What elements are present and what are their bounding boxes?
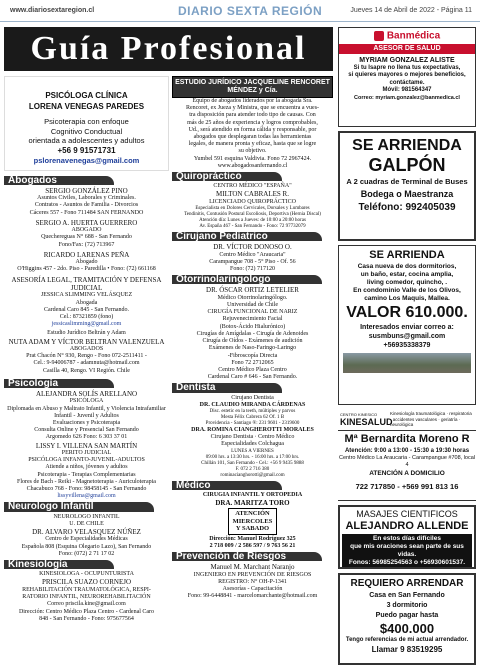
doctor-name: DR. ÓSCAR ORTIZ LETELIER xyxy=(206,286,299,295)
section-quiropractico: Quiropráctico xyxy=(172,172,282,181)
house-photo xyxy=(343,353,471,373)
text-line: PERITO JUDICIAL xyxy=(61,450,112,457)
list-item xyxy=(4,514,169,558)
casa-ad xyxy=(338,245,476,405)
website-link[interactable]: www.abogadosanfernando.cl xyxy=(217,162,288,169)
text-line: 09:00 hrs. a 13:30 hrs. - 16:00 hrs. a 17:00 hrs. xyxy=(205,454,300,460)
phone: Teléfono: 992405039 xyxy=(358,202,456,213)
text-line: Fono: 99-6448841 - marcelomarchante@hotmail.com xyxy=(187,593,318,600)
masthead: DIARIO SEXTA REGIÓN xyxy=(178,4,323,18)
text-line[interactable]: Correo: myriam.gonzalez@banmedica.cl xyxy=(354,94,460,101)
banmedica-ad xyxy=(338,27,476,127)
kinesalud-logo xyxy=(338,412,393,427)
lawyer-name: SERGIO A. HUERTA GUERRERO xyxy=(35,218,138,227)
services: Kinesiología traumatológica · respiratoria · accidentes vasculares · geriatría · neurológica xyxy=(390,411,472,428)
section-otorrino: Otorrinolaringologo xyxy=(172,275,322,284)
text-line: Médico Otorrinolaringólogo. xyxy=(217,294,288,301)
text-line: JESSICA SLIMMING VELÁSQUEZ xyxy=(40,292,133,299)
lawyer-name: SERGIO GONZÁLEZ PINO xyxy=(45,186,128,195)
guide-title: Guía Profesional xyxy=(4,27,333,71)
text-line: Quechereguas N° 688 - San Fernando xyxy=(41,234,132,241)
text-line: legales, de manera pronta y eficaz, hasta que se logre xyxy=(188,141,317,148)
text-line: REGISTRO: N° OH-P-1341 xyxy=(218,579,287,586)
ad-heading: GALPÓN xyxy=(368,155,446,175)
list-item xyxy=(172,243,333,273)
list-item xyxy=(172,395,333,427)
kine-name: PRISCILA SUAZO CORNEJO xyxy=(41,578,132,587)
ad-phone: +56 9 91571731 xyxy=(57,145,116,155)
text-line: 3 dormitorio xyxy=(386,602,428,609)
text-line: ABOGADO xyxy=(71,227,102,234)
text-line: Cirugía de Oídos - Exámenes de audición xyxy=(202,338,303,345)
section-medico: Médico xyxy=(172,481,282,490)
text-line: Casilla 40, Rengo. VI Región. Chile xyxy=(43,367,130,374)
text-line: LICENCIADO QUIROPRÁCTICO xyxy=(209,198,296,205)
text-line: Cel.: 87321859 (fono) xyxy=(59,313,114,320)
text-line: Fono: (72) 717120 xyxy=(230,266,275,273)
text-line: abogados que desplegaran todas las herramientas xyxy=(193,134,312,141)
text-line: Cáceres 557 - Fono 711484 SAN FERNANDO xyxy=(29,209,144,216)
text-line: camino Los Maquis, Mallea. xyxy=(364,295,450,302)
arrendar-ad xyxy=(338,573,476,665)
text-line: 2 718 009 / 2 586 597 / 9 763 56 21 xyxy=(209,543,296,550)
text-line: Evaluaciones y Psicoterapia xyxy=(52,420,121,427)
ad-heading: SE ARRIENDA xyxy=(352,137,462,154)
text-line: Cirujano Dentista · Centro Médico xyxy=(210,434,295,441)
logo-text: KINESALUD xyxy=(340,417,393,427)
masajes-dark-box xyxy=(342,534,472,569)
text-line: Av. España 467 - San Fernando - Fono: 72 97732079 xyxy=(199,224,306,230)
list-item xyxy=(172,427,333,479)
ad-line: orientada a adolescentes y adultos xyxy=(28,136,145,145)
text-line: Interesados enviar correo a: xyxy=(360,324,454,331)
text-line: Rejuvenecimiento Facial xyxy=(222,316,283,323)
text-line: O'Higgins 457 - 2do. Piso - Paredilla • Fono: (72) 661168 xyxy=(17,266,156,273)
text-line: Centro de Especialidades Médicas xyxy=(45,536,128,543)
text-line: que mis oraciones sean parte de sus vidas. xyxy=(350,543,464,558)
text-line: En estos días difíciles xyxy=(373,535,441,542)
text-line: Rencoret, ex Jueza y Ministra, que se encuentra a vues- xyxy=(185,105,320,112)
text-line: Disc. estetic en la teeth, múltiples y parvos xyxy=(209,408,296,414)
text-line: Atiende a niños, jóvenes y adultos xyxy=(45,464,128,471)
engineer-name: Manuel M. Marchant Naranjo xyxy=(210,563,295,572)
text-line: Asuntos Civiles, Laborales y Criminales. xyxy=(37,195,136,202)
lawyer-name: ASESORÍA LEGAL, TRAMITACIÓN Y DEFENSA JUDICIAL xyxy=(11,275,162,292)
text-line: Fono/Fax: (72) 713967 xyxy=(58,241,115,248)
ad-name: LORENA VENEGAS PAREDES xyxy=(28,102,145,111)
ad-line: Psicoterapia con enfoque xyxy=(44,117,129,126)
text-line: NEUROLOGO INFANTIL xyxy=(53,513,120,520)
text-line: Exámenes de Naso-Faringo-Laringo xyxy=(208,345,297,352)
text-line: Correo priscila.kine@gmail.com xyxy=(47,601,126,608)
phone: 722 717850 - +569 991 813 16 xyxy=(355,482,459,491)
text-line: Ud., será atendido en forma cálida y responsable, por xyxy=(188,126,317,133)
list-item xyxy=(4,276,169,329)
atencion-box xyxy=(228,508,278,535)
text-line: Infantil - Juvenil y Adultos xyxy=(54,412,119,419)
text-line: Carampangue 708 - 5° Piso - Of. 56 xyxy=(209,258,296,265)
text-line: Cardenal Caro # 646 - San Fernando. xyxy=(207,374,298,381)
abogados-list xyxy=(4,187,169,375)
text-line: Centro Médico "Araucaria" xyxy=(219,251,286,258)
text-line: Centro Médico La Araucaria - Carampangue #708, local 4 xyxy=(338,455,476,468)
text-line: Universidad de Chile xyxy=(227,302,278,309)
section-psicologia: Psicología xyxy=(4,379,114,388)
ad-heading: ALEJANDRO ALLENDE xyxy=(345,520,469,532)
text-line: Flores de Bach - Reiki - Magnetoterapia - Auriculoterapia xyxy=(17,478,156,485)
text-line: Cel.: 9-94006787 - adamnuta@hotmail.com xyxy=(33,360,140,367)
text-line: Especialista en Dolores Cervicales, Dorsales y Lumbares xyxy=(195,206,310,212)
banmedica-logo xyxy=(339,31,475,41)
list-item xyxy=(4,330,169,374)
text-line: Abogada xyxy=(75,299,98,306)
text-line: KINESIOLOGA - OCUPUNTURISTA xyxy=(39,571,134,578)
text-line: A 2 cuadras de Terminal de Buses xyxy=(346,177,468,186)
text-line: Y SABADO xyxy=(235,525,270,533)
cross-icon xyxy=(374,31,384,41)
section-neurologo: Neurologo Infantil xyxy=(4,502,154,511)
text-line: Estudio Jurídico Beltrán y Adam xyxy=(47,330,126,337)
dentist-name: DRA. ROMINA CIANGHEROTTI MORALES xyxy=(191,426,314,433)
text-line: MIERCOLES xyxy=(232,517,273,525)
text-line: Asesorías - Capacitación xyxy=(222,586,283,593)
left-column xyxy=(4,76,169,666)
text-line: Fonos: 56985254563 o +56930601537. xyxy=(348,559,466,566)
phone: +56935338379 xyxy=(383,342,431,349)
text-line: Yumbel 591 esquina Valdivia. Fono 72 2967424. xyxy=(193,155,312,162)
issue-date: Jueves 14 de Abril de 2022 - Página 11 xyxy=(350,7,472,14)
logo-sub: CENTRO KINESICO xyxy=(340,412,378,417)
doctor-name: DR. VÍCTOR DONOSO O. xyxy=(213,243,292,252)
ad-line: Cognitivo Conductual xyxy=(50,126,123,136)
lawyer-name: NUTA ADAM Y VÍCTOR BELTRAN VALENZUELA xyxy=(8,337,165,346)
text-line: Atención: 9:00 a 13:00 - 15:30 a 19:30 horas xyxy=(344,448,470,454)
list-item xyxy=(4,251,169,274)
text-line: Chacabuco 768 - Fono: 98458145 - San Fernando xyxy=(26,486,147,493)
text-line: rominacianghorotti@gmail.com xyxy=(220,472,285,478)
email[interactable]: susmbuns@gmail.com xyxy=(368,333,446,340)
text-line: ATENCIÓN xyxy=(235,510,270,518)
section-prevencion: Prevención de Riesgos xyxy=(172,552,322,561)
kinesalud-header xyxy=(338,409,476,431)
text-line: Dirección: Manuel Rodríguez 325 xyxy=(209,535,296,542)
price: $400.000 xyxy=(379,621,435,636)
text-line: Casa en San Fernando xyxy=(369,592,445,599)
section-cirujano-pediatrico: Cirujano Pediatrico xyxy=(172,232,322,241)
text-line: Fono: (072) 2 71 17 02 xyxy=(58,550,115,557)
doctor-name: DRA. MARITZA TORO xyxy=(215,498,290,507)
text-line: Dirección: Centro Médico Plaza Centro - Cardenal Caro xyxy=(18,608,155,615)
list-item xyxy=(4,571,169,623)
estudio-banner: ESTUDIO JURÍDICO JACQUELINE RENCORET MÉNDEZ y Cía. xyxy=(172,76,333,98)
price: VALOR 610.000. xyxy=(346,304,468,321)
text-line: lissyvillena@gmail.com xyxy=(57,493,116,500)
text-line: Argomedo 626 Fono: 6 303 37 01 xyxy=(45,434,128,441)
ad-heading: MASAJES CIENTIFICOS xyxy=(356,509,458,519)
psychologist-name: ALEJANDRA SOLÍS ARELLANO xyxy=(35,390,138,398)
site-url[interactable]: www.diariosextaregion.cl xyxy=(10,7,95,14)
text-line: ABOGADOS xyxy=(69,345,104,352)
text-line: REHABILITACIÓN TRAUMATOLÓGICA, RESPI- xyxy=(22,586,151,593)
text-line: Psicoterapia - Terapias Complementarias xyxy=(37,471,136,478)
text-line: Abogado xyxy=(75,259,98,266)
text-line: tra disposición para atender todo tipo de causas. Con xyxy=(189,112,316,119)
middle-column xyxy=(172,76,333,666)
ad-title: PSICÓLOGA CLÍNICA xyxy=(45,91,128,100)
section-abogados: Abogados xyxy=(4,176,114,185)
text-line: Diplomada en Abuso y Maltrato Infantil, y Violencia Intrafamiliar xyxy=(7,405,166,412)
text-line: un baño, estar, cocina amplia, xyxy=(360,271,454,278)
text-line: F. 072 2 716 380 xyxy=(235,466,270,472)
text-line: Especialidades Colchagua xyxy=(221,441,284,448)
lawyer-name: RICARDO LARENAS PEÑA xyxy=(43,250,130,259)
page-header xyxy=(0,0,480,22)
text-line: En condominio Valle de los Olivos, xyxy=(353,287,461,294)
text-line: 848 - San Fernando - Fono: 975677564 xyxy=(39,615,134,622)
doctor-name: MILTON CABRALES R. xyxy=(216,190,289,199)
kinesalud-ad xyxy=(338,409,476,501)
text-line: Consulta Online y Presencial San Fernando xyxy=(34,427,139,434)
list-item xyxy=(172,286,333,381)
text-line: Chillán 101, San Fernando - Cel.: +56 9 9435 9888 xyxy=(201,460,304,466)
text-line: Española 808 (Esquina Olegario Lazo), San Fernando xyxy=(21,543,152,550)
phone: Llamar 9 83519295 xyxy=(371,645,443,654)
text-line: Fono 72 2712065 xyxy=(231,359,274,366)
section-kinesiologia: Kinesiología xyxy=(4,560,114,569)
list-item xyxy=(4,390,169,442)
text-line: más de 25 años de experiencia y logros comprobables, xyxy=(187,119,318,126)
section-dentista: Dentista xyxy=(172,383,282,392)
text-line: Atención día: Lunes a Jueves: de 10:00 a 20:00 horas xyxy=(199,218,306,224)
text-line: su objetivo. xyxy=(238,148,267,155)
text-line xyxy=(342,567,472,569)
text-line: Equipo de abogados liderados por la abogada Sra. xyxy=(192,98,313,104)
ad-heading: SE ARRIENDA xyxy=(369,249,445,261)
list-item xyxy=(172,563,333,600)
text-line: Centro Médico Plaza Centro xyxy=(218,366,287,373)
agent-name: MYRIAM GONZALEZ ALISTE xyxy=(359,57,455,64)
text-line: INGENIERO EN PREVENCIÓN DE RIESGOS xyxy=(193,571,312,578)
text-line: PSICÓLOGA xyxy=(69,398,104,405)
text-line: jessicaslimming@gmail.com xyxy=(51,321,122,328)
text-line: Prat Chacón N° 930, Rengo - Fono 072-2511411 - xyxy=(26,353,147,360)
estudio-ad xyxy=(172,98,333,170)
ad-email[interactable]: pslorenavenegas@gmail.com xyxy=(33,155,140,165)
dentist-name: DR. CLAUDIO MIRANDA CÁRDENAS xyxy=(199,401,306,408)
galpon-ad xyxy=(338,131,476,241)
text-line: Cardenal Caro 845 - San Fernando. xyxy=(44,306,129,313)
list-item xyxy=(4,219,169,249)
kine-name: Mª Bernardita Moreno R xyxy=(344,433,470,445)
text-line: Móvil: 981564347 xyxy=(382,87,432,93)
text-line: Tendinitis, Contusión Postural Escoliosis, Deportiva (Hernia Discal) xyxy=(184,212,321,218)
text-line: U. DE CHILE xyxy=(69,520,104,527)
text-line: Tengo referencias de mi actual arrendador. xyxy=(345,637,469,643)
text-line: PSICÓLOGA INFANTO-JUVENIL-ADULTOS xyxy=(28,457,145,464)
text-line: Casa nueva de dos dormitorios, xyxy=(357,263,457,270)
medico-ad xyxy=(172,492,333,551)
badge: ASESOR DE SALUD xyxy=(339,44,475,54)
text-line: Cirujano Dentista xyxy=(231,394,274,401)
brand-name: Banmédica xyxy=(386,30,441,42)
text-line: CIRUGÍA FUNCIONAL DE NARIZ xyxy=(207,309,298,316)
text-line: Mesta Félix Cabrera 62 Of. 1 B xyxy=(220,414,285,420)
text-line: Providencia - Santiago ®: 231 9601 - 2319600 xyxy=(205,420,300,426)
list-item xyxy=(4,442,169,501)
doctor-name: DR. ALVARO VELASQUEZ NÚÑEZ xyxy=(32,528,141,537)
text-line: Contratos - Asuntos de Familia - Divorcios xyxy=(34,202,139,209)
text-line: -Fibroscopía Directa xyxy=(227,352,278,359)
text-line: CENTRO MÉDICO "ESPAÑA" xyxy=(213,183,292,190)
psychologist-name: LISSY I. VILLENA SAN MARTÍN xyxy=(35,441,138,450)
text-line: contáctame. xyxy=(389,79,425,86)
psicologa-clinica-ad xyxy=(4,76,169,171)
list-item xyxy=(172,183,333,230)
text-line: CIRUGIA INFANTIL Y ORTOPEDIA xyxy=(202,491,303,498)
list-item xyxy=(4,187,169,217)
ad-heading: REQUIERO ARRENDAR xyxy=(350,578,464,589)
text-line: (Botox-Ácido Hialurónico) xyxy=(219,323,286,330)
text-line: LUNES A VIERNES xyxy=(231,448,274,454)
text-line: living comedor, quincho, . xyxy=(366,279,448,286)
text-line: ATENCIÓN A DOMICILIO xyxy=(369,470,445,477)
masajes-ad xyxy=(338,505,476,569)
text-line: Bodega o Maestranza xyxy=(360,189,454,199)
text-line: Puedo pagar hasta xyxy=(375,612,439,619)
text-line: si quieres mayores o mejores beneficios, xyxy=(348,72,466,78)
text-line: RATORIO INFANTIL, NEUROREHABILITACIÓN xyxy=(22,594,151,601)
text-line: Cirugías de Amígdalas - Cirugía de Adenoides xyxy=(196,330,309,337)
text-line: Si tu Isapre no llena tus expectativas, xyxy=(353,64,461,71)
